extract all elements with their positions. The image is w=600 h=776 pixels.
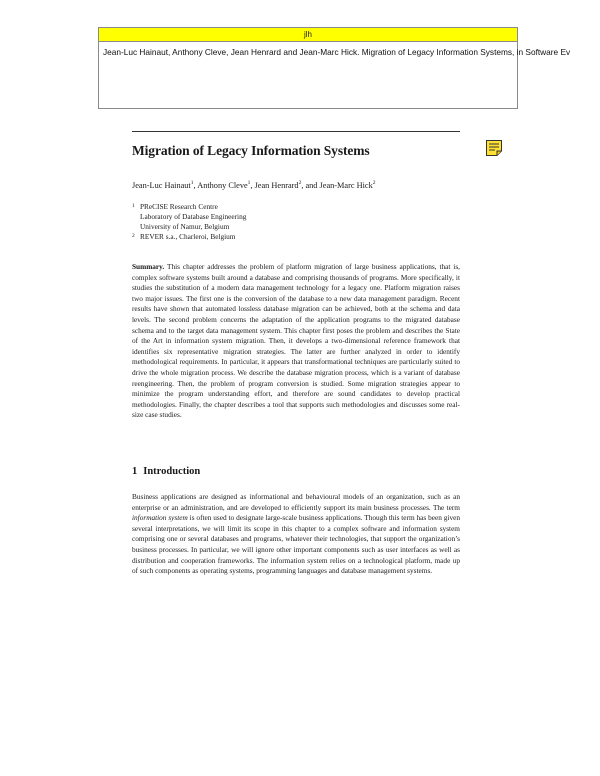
annotation-popup[interactable] [98, 27, 571, 109]
section-number: 1 [132, 466, 138, 477]
affiliation-mark: 2 [132, 233, 135, 239]
author-name: Anthony Cleve [197, 181, 248, 190]
affiliation-mark: 1 [247, 180, 251, 186]
affiliation-line: 1 PReCISE Research Centre [132, 202, 218, 211]
abstract-text: This chapter addresses the problem of platform migration of large business applications, that is, complex software systems built around a database and comprising thousands of programs. More specifically, it studies the substitution of a modern data management technology for a legacy one. Platform migration raises two major issues. The first one is the conversion of the database to a new data management paradigm. Recent results have shown that automated lossless database migration can be achieved, both at the schema and data levels. The second problem concerns the adaptation of the application programs to the migrated database schema and to the target data management system. This chapter first poses the problem and describes the State of the Art in information system migration. Then, it develops a two-dimensional reference framework that identifies six representative migration strategies. The latter are further analyzed in order to identify methodological requirements. In particular, it appears that transformational techniques are particularly suited to drive the whole migration process. We describe the database migration process, which is a variant of database reengineering. Then, the problem of program conversion is studied. Some migration strategies appear to minimize the program understanding effort, and therefore are sound candidates to develop practical methodologies. Finally, the chapter describes a tool that supports such methodologies and discusses some real-size case studies. [132, 262, 460, 420]
section-title: Introduction [143, 466, 201, 477]
annotation-text: Jean-Luc Hainaut, Anthony Cleve, Jean Henrard and Jean-Marc Hick. Migration of Legacy Information Systems, in Software Ev [103, 47, 571, 57]
author-separator: , [250, 181, 255, 190]
title-rule [132, 131, 460, 132]
affiliation-mark: 1 [190, 180, 194, 186]
author-separator: , [193, 181, 198, 190]
annotation-author[interactable]: jlh [99, 28, 517, 42]
sticky-note-icon[interactable] [485, 139, 503, 157]
affiliation-line: Laboratory of Database Engineering [140, 212, 247, 221]
affiliation-line: University of Namur, Belgium [140, 222, 230, 231]
author-name: Jean-Luc Hainaut [132, 181, 191, 190]
paper-title: Migration of Legacy Information Systems [132, 143, 370, 158]
intro-paragraph: Business applications are designed as informational and behavioural models of an organization, such as an enterprise or an administration, and are developed to efficiently support its main business processes. The term information system is often used to designate large-scale business applications. Though this term has been given several interpretations, we will limit its scope in this chapter to a complex software and information system comprising one or several databases and programs, whatever their technologies, that support the organization’s business processes. In particular, we will ignore other important components such as user interfaces as well as distribution and cooperation frameworks. The information system relies on a technological platform, made up of such components as operating systems, programming languages and database management systems. [132, 492, 460, 576]
affiliation-mark: 2 [372, 180, 376, 186]
emphasized-term: information system [132, 513, 188, 523]
abstract [132, 262, 460, 421]
author-list [132, 180, 376, 190]
affiliation-mark: 1 [132, 203, 135, 209]
affiliation-mark: 2 [298, 180, 302, 186]
abstract-label: Summary. [132, 262, 165, 271]
author-separator: , and [301, 181, 320, 190]
section-heading [132, 466, 200, 477]
author-name: Jean Henrard [254, 181, 299, 190]
author-name: Jean-Marc Hick [319, 181, 373, 190]
affiliation-line: 2 REVER s.a., Charleroi, Belgium [132, 232, 236, 241]
